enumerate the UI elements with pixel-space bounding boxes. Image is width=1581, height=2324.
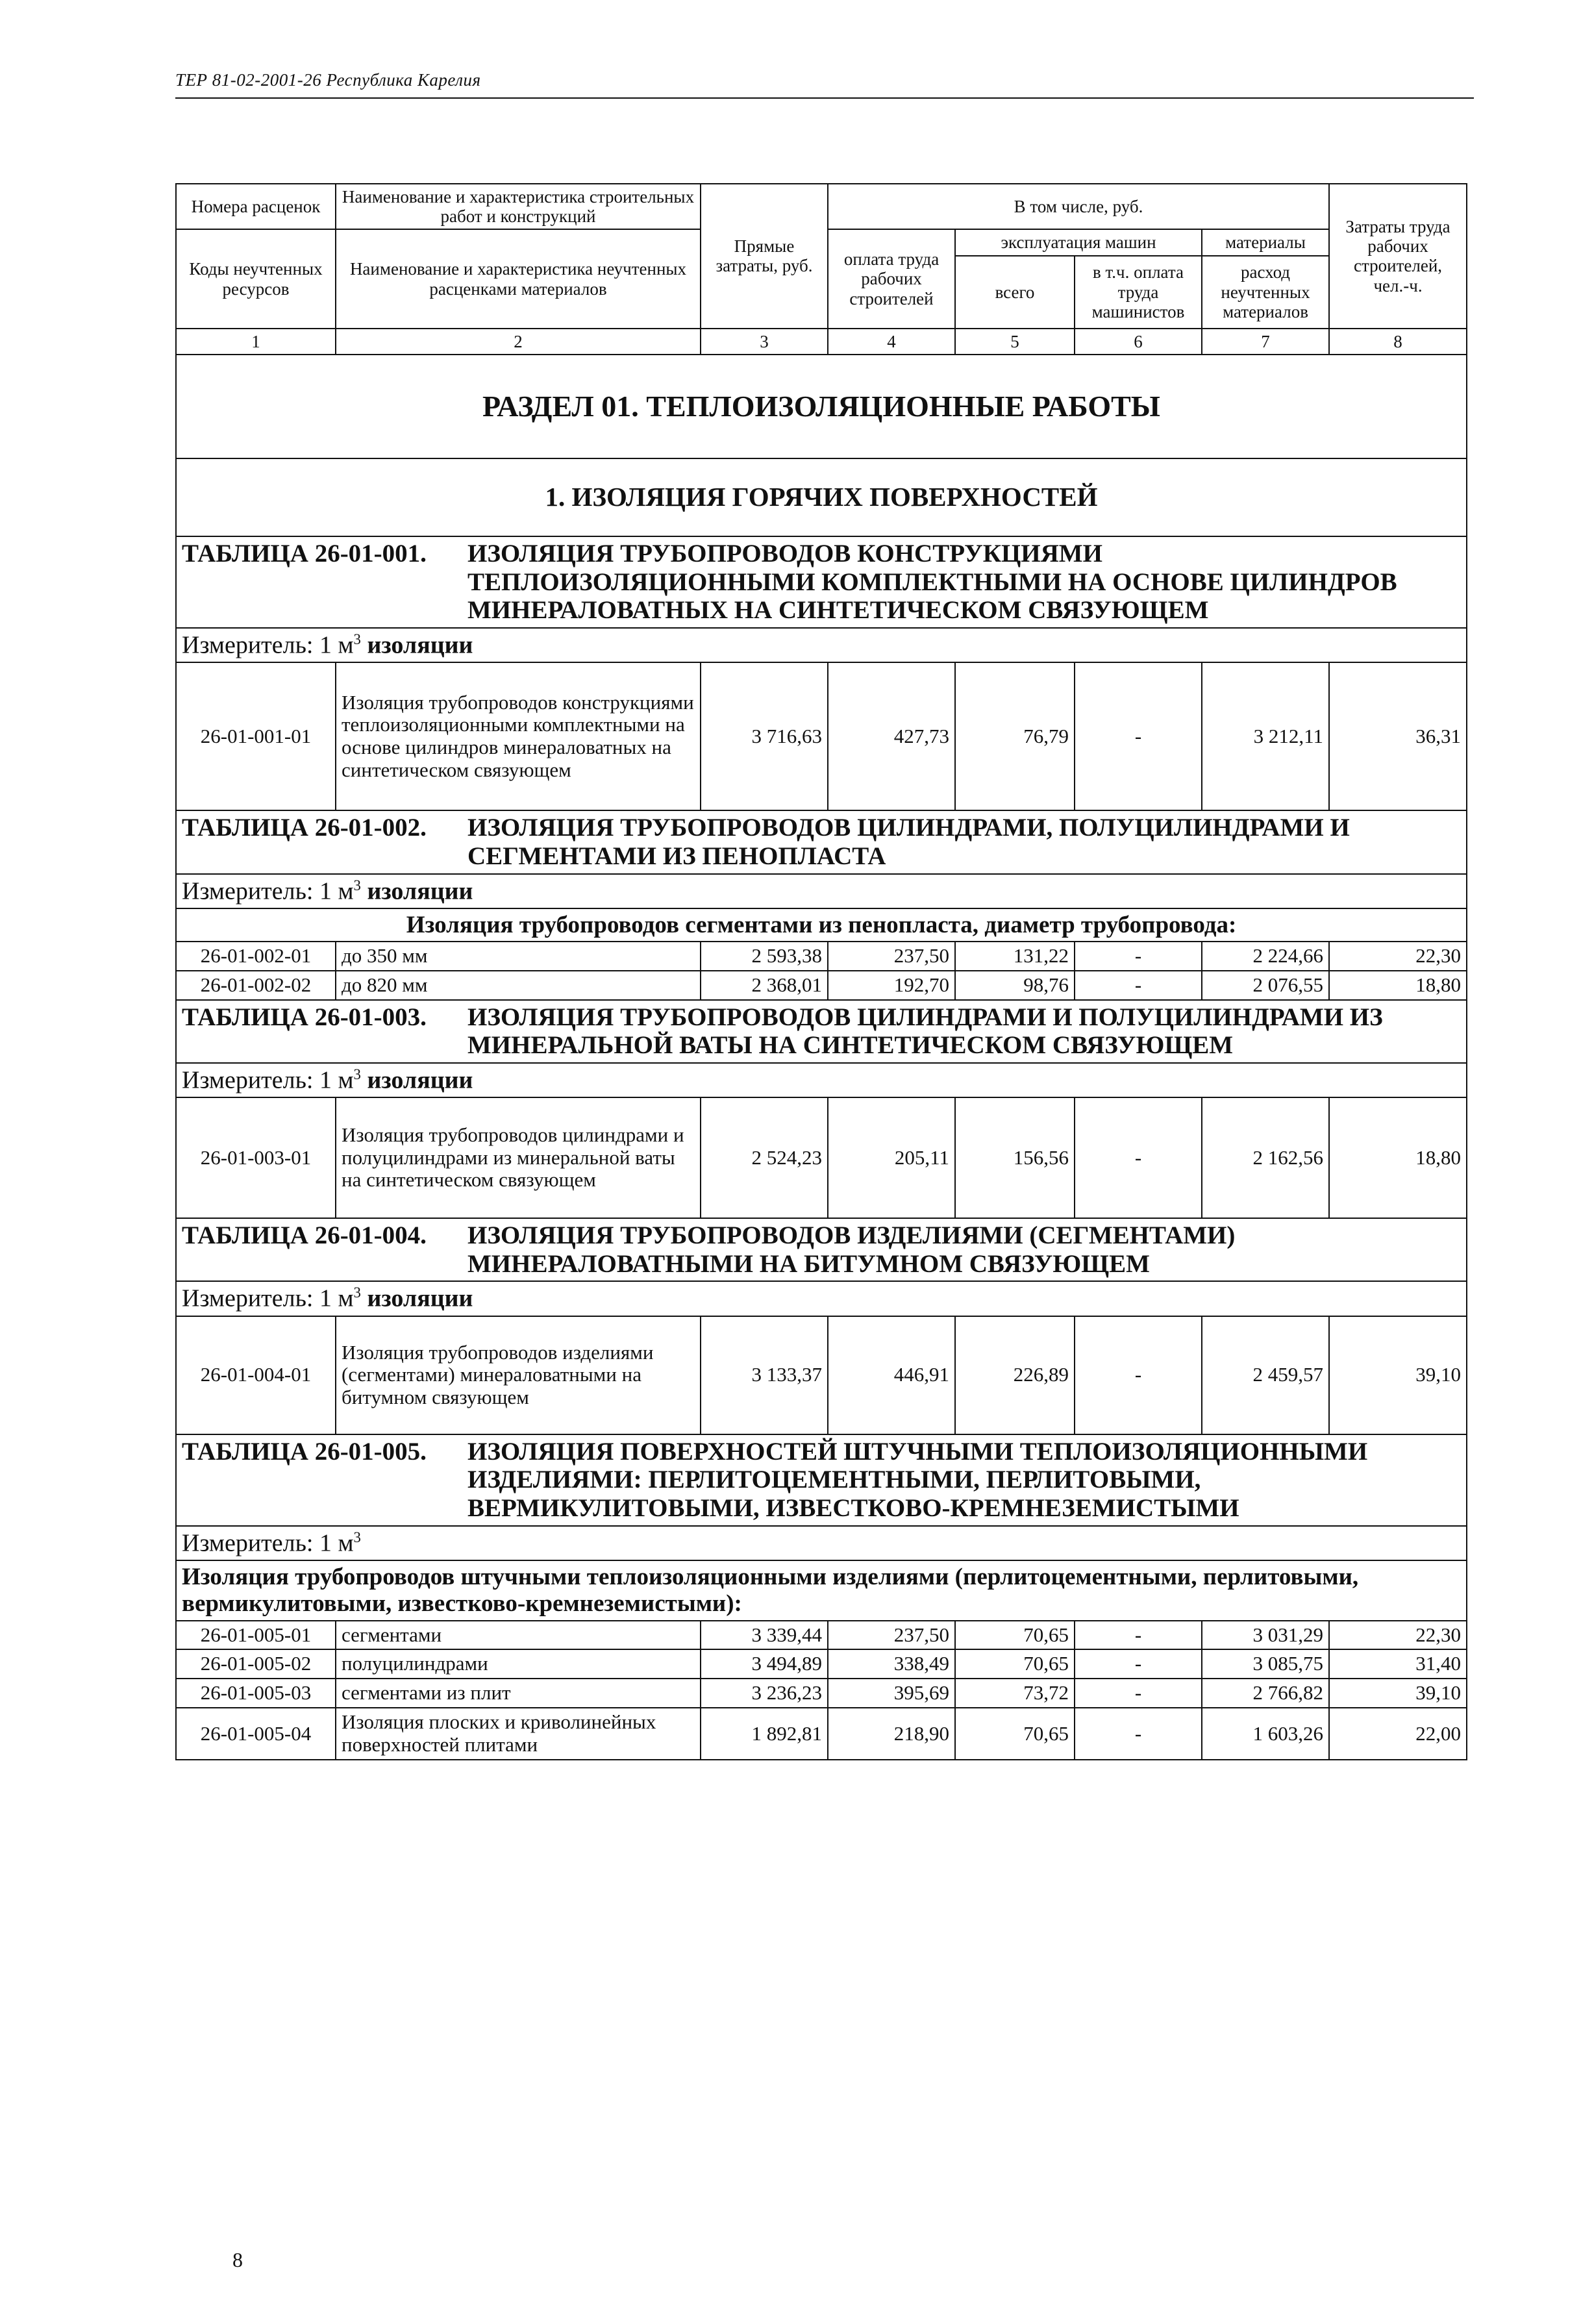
- col-number: 3: [701, 329, 828, 355]
- machines-header: эксплуатация машин: [955, 229, 1202, 255]
- col2-header: Наименование и характеристика строительных работ и конструкций: [336, 184, 701, 229]
- materials-cost: 2 162,56: [1202, 1097, 1329, 1218]
- page-number: 8: [232, 2248, 243, 2271]
- materials-cost: 2 076,55: [1202, 971, 1329, 1000]
- labor-cost: 218,90: [828, 1708, 955, 1760]
- col7-header: расход неучтенных материалов: [1202, 256, 1329, 329]
- col1b-header: Коды неучтенных ресурсов: [176, 229, 336, 328]
- labor-cost: 205,11: [828, 1097, 955, 1218]
- machinist-cost: -: [1075, 1708, 1202, 1760]
- rate-name: до 350 мм: [336, 942, 701, 971]
- machine-cost: 73,72: [955, 1679, 1075, 1708]
- rate-name: полуцилиндрами: [336, 1649, 701, 1679]
- rate-code: 26-01-002-01: [176, 942, 336, 971]
- col5-header: всего: [955, 256, 1075, 329]
- measure-line: Измеритель: 1 $м^3$ изоляции: [176, 1281, 1467, 1316]
- machinist-cost: -: [1075, 662, 1202, 810]
- machine-cost: 226,89: [955, 1316, 1075, 1434]
- col-number: 4: [828, 329, 955, 355]
- col-number: 8: [1329, 329, 1467, 355]
- machine-cost: 70,65: [955, 1649, 1075, 1679]
- direct-cost: 3 236,23: [701, 1679, 828, 1708]
- materials-cost: 2 224,66: [1202, 942, 1329, 971]
- col3-header: Прямые затраты, руб.: [701, 184, 828, 329]
- direct-cost: 3 494,89: [701, 1649, 828, 1679]
- measure-line: Измеритель: 1 $м^3$: [176, 1526, 1467, 1560]
- col1-header: Номера расценок: [176, 184, 336, 229]
- col-number: 5: [955, 329, 1075, 355]
- machinist-cost: -: [1075, 1679, 1202, 1708]
- direct-cost: 3 716,63: [701, 662, 828, 810]
- labor-hours: 39,10: [1329, 1679, 1467, 1708]
- labor-cost: 192,70: [828, 971, 955, 1000]
- rates-table: [175, 183, 1467, 1760]
- machinist-cost: -: [1075, 971, 1202, 1000]
- direct-cost: 3 133,37: [701, 1316, 828, 1434]
- machinist-cost: -: [1075, 1316, 1202, 1434]
- col-number: 2: [336, 329, 701, 355]
- machinist-cost: -: [1075, 1649, 1202, 1679]
- incl-header: В том числе, руб.: [828, 184, 1329, 229]
- labor-hours: 31,40: [1329, 1649, 1467, 1679]
- col6-header: в т.ч. оплата труда машинистов: [1075, 256, 1202, 329]
- col8-header: Затраты труда рабочих строителей, чел.-ч.: [1329, 184, 1467, 329]
- materials-cost: 2 459,57: [1202, 1316, 1329, 1434]
- measure-line: Измеритель: 1 $м^3$ изоляции: [176, 628, 1467, 662]
- materials-cost: 3 085,75: [1202, 1649, 1329, 1679]
- machine-cost: 70,65: [955, 1621, 1075, 1650]
- labor-cost: 446,91: [828, 1316, 955, 1434]
- rate-name: Изоляция трубопроводов цилиндрами и полуцилиндрами из минеральной ваты на синтетическом связующем: [336, 1097, 701, 1218]
- rate-name: Изоляция плоских и криволинейных поверхностей плитами: [336, 1708, 701, 1760]
- machinist-cost: -: [1075, 1097, 1202, 1218]
- direct-cost: 2 368,01: [701, 971, 828, 1000]
- rate-code: 26-01-005-03: [176, 1679, 336, 1708]
- machine-cost: 98,76: [955, 971, 1075, 1000]
- table-title: ТАБЛИЦА 26-01-005. ИЗОЛЯЦИЯ ПОВЕРХНОСТЕЙ ШТУЧНЫМИ ТЕПЛОИЗОЛЯЦИОННЫМИ ИЗДЕЛИЯМИ: ПЕРЛИТОЦЕМЕНТНЫМИ, ПЕРЛИТОВЫМИ, ВЕРМИКУЛИТОВЫМИ, ИЗВЕСТКОВО-КРЕМНЕЗЕМИСТЫМИ: [176, 1434, 1467, 1526]
- machine-cost: 156,56: [955, 1097, 1075, 1218]
- machinist-cost: -: [1075, 942, 1202, 971]
- rate-code: 26-01-005-04: [176, 1708, 336, 1760]
- materials-cost: 3 212,11: [1202, 662, 1329, 810]
- rate-name: сегментами: [336, 1621, 701, 1650]
- rate-code: 26-01-005-01: [176, 1621, 336, 1650]
- labor-cost: 427,73: [828, 662, 955, 810]
- labor-cost: 237,50: [828, 1621, 955, 1650]
- rate-name: до 820 мм: [336, 971, 701, 1000]
- labor-cost: 395,69: [828, 1679, 955, 1708]
- rate-code: 26-01-004-01: [176, 1316, 336, 1434]
- rate-code: 26-01-003-01: [176, 1097, 336, 1218]
- rate-name: Изоляция трубопроводов конструкциями теплоизоляционными комплектными на основе цилиндров минераловатных на синтетическом связующем: [336, 662, 701, 810]
- labor-hours: 39,10: [1329, 1316, 1467, 1434]
- direct-cost: 1 892,81: [701, 1708, 828, 1760]
- table-title: ТАБЛИЦА 26-01-001. ИЗОЛЯЦИЯ ТРУБОПРОВОДОВ КОНСТРУКЦИЯМИ ТЕПЛОИЗОЛЯЦИОННЫМИ КОМПЛЕКТНЫМИ НА ОСНОВЕ ЦИЛИНДРОВ МИНЕРАЛОВАТНЫХ НА СИНТЕТИЧЕСКОМ СВЯЗУЮЩЕМ: [176, 536, 1467, 628]
- materials-header: материалы: [1202, 229, 1329, 255]
- labor-hours: 22,00: [1329, 1708, 1467, 1760]
- materials-cost: 3 031,29: [1202, 1621, 1329, 1650]
- rate-name: сегментами из плит: [336, 1679, 701, 1708]
- table-title: ТАБЛИЦА 26-01-004. ИЗОЛЯЦИЯ ТРУБОПРОВОДОВ ИЗДЕЛИЯМИ (СЕГМЕНТАМИ) МИНЕРАЛОВАТНЫМИ НА БИТУМНОМ СВЯЗУЮЩЕМ: [176, 1218, 1467, 1281]
- col4-header: оплата труда рабочих строителей: [828, 229, 955, 328]
- header-rule: [175, 97, 1474, 99]
- section-subtitle: 1. ИЗОЛЯЦИЯ ГОРЯЧИХ ПОВЕРХНОСТЕЙ: [176, 458, 1467, 536]
- labor-hours: 36,31: [1329, 662, 1467, 810]
- materials-cost: 2 766,82: [1202, 1679, 1329, 1708]
- document-header: ТЕР 81-02-2001-26 Республика Карелия: [175, 70, 481, 90]
- machine-cost: 70,65: [955, 1708, 1075, 1760]
- col2b-header: Наименование и характеристика неучтенных расценками материалов: [336, 229, 701, 328]
- section-title: РАЗДЕЛ 01. ТЕПЛОИЗОЛЯЦИОННЫЕ РАБОТЫ: [176, 355, 1467, 458]
- machine-cost: 131,22: [955, 942, 1075, 971]
- rate-code: 26-01-002-02: [176, 971, 336, 1000]
- machine-cost: 76,79: [955, 662, 1075, 810]
- measure-line: Измеритель: 1 $м^3$ изоляции: [176, 874, 1467, 908]
- rate-name: Изоляция трубопроводов изделиями (сегментами) минераловатными на битумном связующем: [336, 1316, 701, 1434]
- labor-hours: 18,80: [1329, 1097, 1467, 1218]
- table-title: ТАБЛИЦА 26-01-002. ИЗОЛЯЦИЯ ТРУБОПРОВОДОВ ЦИЛИНДРАМИ, ПОЛУЦИЛИНДРАМИ И СЕГМЕНТАМИ ИЗ ПЕНОПЛАСТА: [176, 810, 1467, 873]
- labor-hours: 18,80: [1329, 971, 1467, 1000]
- labor-hours: 22,30: [1329, 942, 1467, 971]
- rate-code: 26-01-001-01: [176, 662, 336, 810]
- measure-line: Измеритель: 1 $м^3$ изоляции: [176, 1063, 1467, 1097]
- rate-code: 26-01-005-02: [176, 1649, 336, 1679]
- col-number: 1: [176, 329, 336, 355]
- col-number: 7: [1202, 329, 1329, 355]
- labor-hours: 22,30: [1329, 1621, 1467, 1650]
- direct-cost: 3 339,44: [701, 1621, 828, 1650]
- direct-cost: 2 524,23: [701, 1097, 828, 1218]
- table-subheading: Изоляция трубопроводов штучными теплоизоляционными изделиями (перлитоцементными, перлитовыми, вермикулитовыми, известково-кремнеземистыми):: [176, 1560, 1467, 1621]
- labor-cost: 237,50: [828, 942, 955, 971]
- labor-cost: 338,49: [828, 1649, 955, 1679]
- table-subheading: Изоляция трубопроводов сегментами из пенопласта, диаметр трубопровода:: [176, 908, 1467, 942]
- table-title: ТАБЛИЦА 26-01-003. ИЗОЛЯЦИЯ ТРУБОПРОВОДОВ ЦИЛИНДРАМИ И ПОЛУЦИЛИНДРАМИ ИЗ МИНЕРАЛЬНОЙ ВАТЫ НА СИНТЕТИЧЕСКОМ СВЯЗУЮЩЕМ: [176, 1000, 1467, 1063]
- col-number: 6: [1075, 329, 1202, 355]
- materials-cost: 1 603,26: [1202, 1708, 1329, 1760]
- direct-cost: 2 593,38: [701, 942, 828, 971]
- machinist-cost: -: [1075, 1621, 1202, 1650]
